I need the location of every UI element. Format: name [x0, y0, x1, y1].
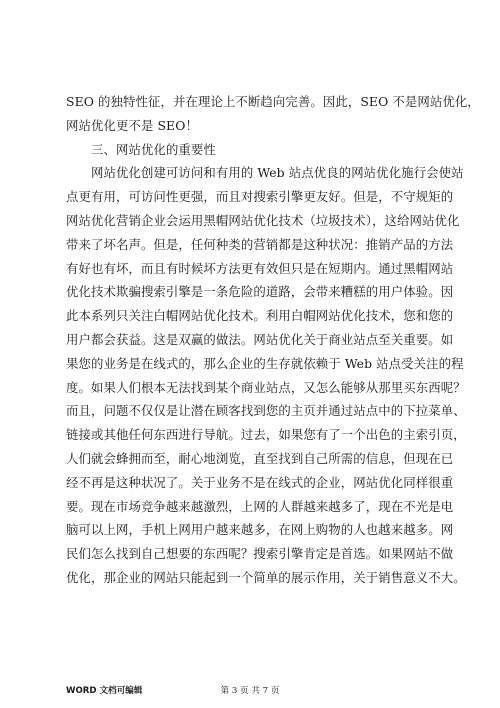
text-line: 而且，问题不仅仅是让潜在顾客找到您的主页并通过站点中的下拉菜单、: [66, 403, 466, 419]
text-line: SEO 的独特性征，并在理论上不断趋向完善。因此，SEO 不是网站优化，: [66, 94, 480, 109]
text-line: 点更有用，可访问性更强，而且对搜索引擎更友好。但是，不守规矩的: [66, 189, 454, 205]
page-number: 第 3 页 共 7 页: [220, 686, 280, 696]
text-line: 民们怎么找到自己想要的东西呢？搜索引擎肯定是首选。如果网站不做: [66, 546, 454, 562]
text-line: 优化技术欺骗搜索引擎是一条危险的道路，会带来糟糕的用户体验。因: [66, 284, 454, 300]
text-line: 用户都会获益。这是双赢的做法。网站优化关于商业站点至关重要。如: [66, 331, 454, 347]
text-line: 网站优化更不是 SEO！: [66, 117, 198, 133]
text-line: 人们就会蜂拥而至，耐心地浏览，直至找到自己所需的信息，但现在已: [66, 450, 454, 466]
text-line: 带来了坏名声。但是，任何种类的营销都是这种状况：推销产品的方法: [66, 236, 454, 252]
text-line: 脑可以上网，手机上网用户越来越多，在网上购物的人也越来越多。网: [66, 522, 454, 538]
text-line: 度。如果人们根本无法找到某个商业站点，又怎么能够从那里买东西呢？: [66, 379, 466, 395]
text-line: 网站优化营销企业会运用黑帽网站优化技术（垃圾技术），这给网站优化: [66, 212, 460, 228]
text-line: 网站优化创建可访问和有用的 Web 站点优良的网站优化施行会使站: [91, 165, 464, 181]
text-line: 要。现在市场竞争越来越激烈，上网的人群越来越多了，现在不光是电: [66, 498, 454, 514]
text-line: 优化，那企业的网站只能起到一个简单的展示作用，关于销售意义不大。: [66, 569, 466, 585]
text-line: 此本系列只关注白帽网站优化技术。利用白帽网站优化技术，您和您的: [66, 308, 454, 324]
text-line: 果您的业务是在线式的，那么企业的生存就依赖于 Web 站点受关注的程: [66, 355, 464, 371]
document-body: [66, 90, 480, 590]
text-line: 链接或其他任何东西进行导航。过去，如果您有了一个出色的主索引页，: [66, 427, 466, 443]
section-heading: 三、网站优化的重要性: [91, 141, 216, 157]
text-line: 经不再是这种状况了。关于业务不是在线式的企业，网站优化同样很重: [66, 474, 454, 490]
text-line: 有好也有坏，而且有时候坏方法更有效但只是在短期内。通过黑帽网站: [66, 260, 454, 276]
footer-label: WORD 文档可编辑: [66, 686, 143, 696]
